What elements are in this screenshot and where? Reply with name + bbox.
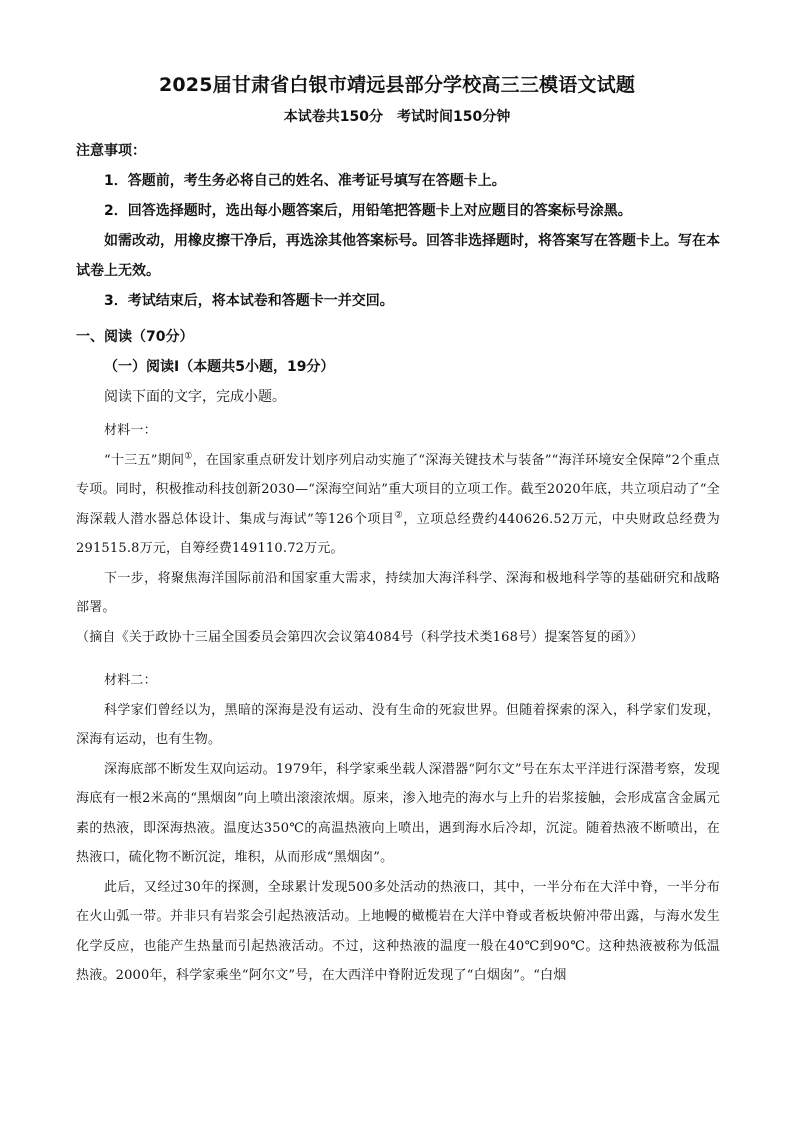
notice-item-1: 1．答题前，考生务必将自己的姓名、准考证号填写在答题卡上。 — [104, 173, 506, 189]
material-two — [76, 666, 720, 991]
material-two-paragraph-1: 科学家们曾经以为，黑暗的深海是没有运动、没有生命的死寂世界。但随着探索的深入，科学家们发现，深海有运动，也有生物。 — [76, 702, 720, 747]
material-one — [76, 416, 720, 652]
material-one-source: （摘自《关于政协十三届全国委员会第四次会议第4084号（科学技术类168号）提案答复的函》） — [76, 629, 644, 645]
material-two-paragraph-2: 深海底部不断发生双向运动。1979年，科学家乘坐载人深潜器“阿尔文”号在东太平洋进行深潜考察，发现海底有一根2米高的“黑烟囱”向上喷出滚滚浓烟。原来，渗入地壳的海水与上升的岩浆接触，会形成富含金属元素的热液，即深海热液。温度达350℃的高温热液向上喷出，遇到海水后冷却，沉淀。随着热液不断喷出，在热液口，硫化物不断沉淀，堆积，从而形成“黑烟囱”。 — [76, 761, 720, 865]
reading-instruction: 阅读下面的文字，完成小题。 — [104, 389, 286, 405]
reading-section-header — [76, 322, 720, 412]
notice-heading: 注意事项： — [76, 143, 146, 159]
notice-item-3: 3．考试结束后，将本试卷和答题卡一并交回。 — [104, 293, 394, 309]
material-one-paragraph-1 — [76, 446, 720, 564]
footnote-marker: ① — [184, 451, 193, 462]
material-two-label: 材料二： — [104, 673, 157, 688]
notice-section — [76, 136, 720, 316]
section-heading: 一、阅读（70分） — [76, 329, 194, 345]
text-run: “十三五”期间 — [104, 452, 185, 468]
material-one-paragraph-2: 下一步，将聚焦海洋国际前沿和国家重大需求，持续加大海洋科学、深海和极地科学等的基础研究和战略部署。 — [76, 570, 720, 615]
material-two-paragraph-3: 此后，又经过30年的探测，全球累计发现500多处活动的热液口，其中，一半分布在大洋中脊，一半分布在火山弧一带。并非只有岩浆会引起热液活动。上地幔的橄榄岩在大洋中脊或者板块俯冲带出露，与海水发生化学反应，也能产生热量而引起热液活动。不过，这种热液的温度一般在40℃到90℃。这种热液被称为低温热液。2000年，科学家乘坐“阿尔文”号，在大西洋中脊附近发现了“白烟囱”。“白烟 — [76, 879, 720, 983]
page-title: 2025届甘肃省白银市靖远县部分学校高三三模语文试题 — [158, 74, 636, 96]
text-run: ，在国家重点研发计划序列启动实施了“深海关键技术与装备”“海洋环境安全保障”2个重点专项。同时，积极推动科技创新2030—“深海空间站”重大项目的立项工作。截至2020年底，共立项启动了“全海深载人潜水器总体设计、集成与海试”等126个项目 — [76, 452, 720, 527]
subsection-heading: （一）阅读Ⅰ（本题共5小题，19分） — [104, 359, 335, 375]
material-one-label: 材料一： — [104, 423, 157, 438]
notice-item-2-continued: 如需改动，用橡皮擦干净后，再选涂其他答案标号。回答非选择题时，将答案写在答题卡上。写在本试卷上无效。 — [76, 233, 720, 279]
exam-info: 本试卷共150分 考试时间150分钟 — [283, 109, 511, 125]
text-run: ，立项总经费约440626.52万元，中央财政总经费为291515.8万元，自筹经费149110.72万元。 — [76, 511, 720, 556]
notice-item-2: 2．回答选择题时，选出每小题答案后，用铅笔把答题卡上对应题目的答案标号涂黑。 — [104, 203, 632, 219]
footnote-marker: ② — [394, 510, 404, 521]
